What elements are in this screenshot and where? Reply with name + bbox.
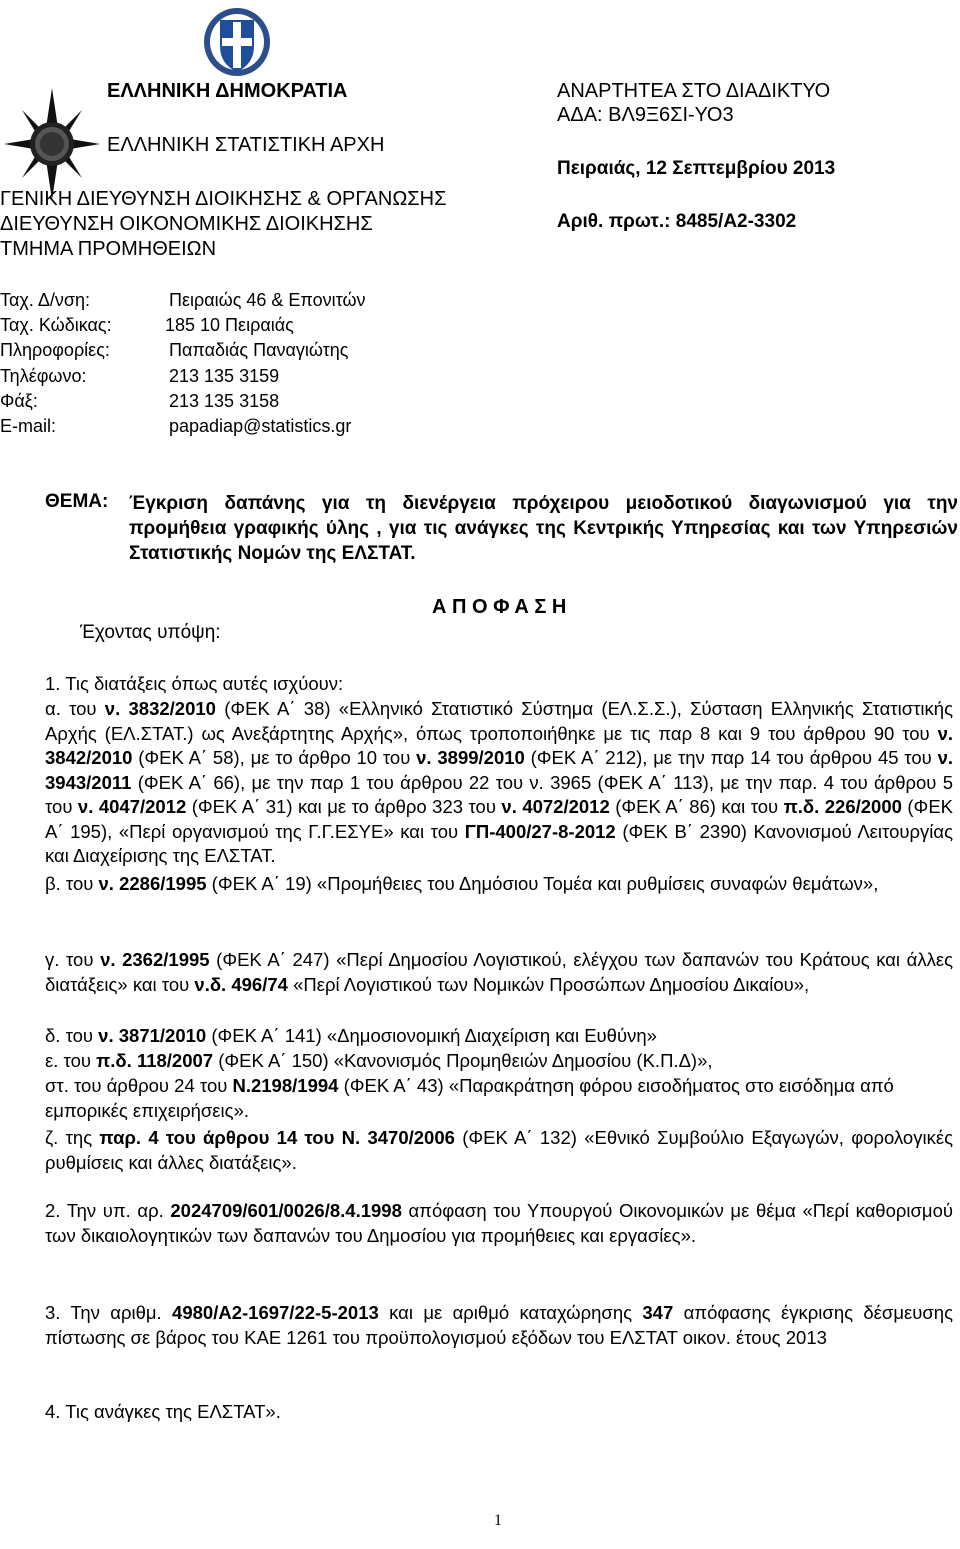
email-link[interactable]: papadiap@statistics.gr	[169, 416, 352, 436]
elstat-logo	[4, 88, 100, 200]
bold-run: Ν.2198/1994	[232, 1075, 339, 1096]
text-run: (ΦΕΚ Α΄ 19) «Προμήθειες του Δημόσιου Τομέα και ρυθμίσεις συναφών θεμάτων»,	[206, 873, 879, 894]
text-run: (ΦΕΚ Α΄ 43) «Παρακράτηση φόρου εισοδήματος στο εισόδημα από εμπορικές επιχειρήσεις».	[45, 1075, 894, 1121]
bold-run: 347	[642, 1302, 674, 1323]
text-run: (ΦΕΚ Α΄ 31) και με το άρθρο 323 του	[186, 796, 502, 817]
text-run: δ. του	[45, 1025, 99, 1046]
having-regard: Έχοντας υπόψη:	[80, 622, 221, 643]
directorate: ΔΙΕΥΘΥΝΣΗ ΟΙΚΟΝΟΜΙΚΗΣ ΔΙΟΙΚΗΣΗΣ	[0, 213, 373, 235]
text-run: β. του	[45, 873, 99, 894]
item-1d	[45, 1024, 953, 1049]
contact-label: Ταχ. Κώδικας:	[0, 315, 112, 335]
bold-run: 4047/2012	[98, 796, 187, 817]
text-run	[120, 698, 128, 719]
text-run: «Περί Λογιστικού των Νομικών Προσώπων Δημοσίου Δικαίου»,	[287, 973, 810, 995]
bold-run: ν.	[937, 747, 953, 768]
place-date: Πειραιάς, 12 Σεπτεμβρίου 2013	[557, 158, 836, 179]
bold-run: ν.	[416, 747, 432, 768]
bold-run: π.δ.	[96, 1050, 132, 1071]
bold-run: π.δ.	[783, 796, 820, 817]
decision-title: Α Π Ο Φ Α Σ Η	[432, 596, 567, 618]
text-run: 2. Την υπ. αρ.	[45, 1200, 171, 1221]
posted-online: ΑΝΑΡΤΗΤΕΑ ΣΤΟ ΔΙΑΔΙΚΤΥΟ	[557, 80, 831, 102]
item-1e	[45, 1049, 953, 1074]
bold-run: ΓΠ-400/27-8-2012	[464, 820, 616, 842]
bold-run: 4072/2012	[522, 796, 610, 817]
bold-run: ν.	[937, 722, 953, 744]
contact-label: Τηλέφωνο:	[0, 366, 87, 386]
item-4: 4. Τις ανάγκες της ΕΛΣΤΑΤ».	[45, 1401, 281, 1422]
text-run: απόφασης έγκρισης δέσμευσης πίστωσης σε βάρος του ΚΑΕ 1261 του προϋπολογισμού εξόδων του ΕΛΣΤΑΤ οικον. έτους 2013	[45, 1302, 953, 1348]
contact-value: Παπαδιάς Παναγιώτης	[169, 340, 349, 360]
directorate-general: ΓΕΝΙΚΗ ΔΙΕΥΘΥΝΣΗ ΔΙΟΙΚΗΣΗΣ & ΟΡΓΑΝΩΣΗΣ	[0, 188, 447, 210]
contact-label: Πληροφορίες:	[0, 340, 110, 360]
text-run: (ΦΕΚ Α΄ 150) «Κανονισμός Προμηθειών Δημοσίου (Κ.Π.Δ)»,	[213, 1050, 713, 1071]
item-1a	[45, 697, 953, 869]
contact-value: 213 135 3158	[169, 391, 280, 411]
bold-run: ν.	[501, 796, 517, 817]
bold-run: ν.	[100, 949, 116, 970]
bold-run: 2362/1995	[122, 949, 210, 970]
text-run: και με αριθμό καταχώρησης	[378, 1302, 643, 1323]
text-run: (ΦΕΚ Α΄ 86) και του	[609, 796, 784, 817]
bold-run: παρ. 4 του άρθρου 14 του Ν. 3470/2006	[99, 1127, 455, 1148]
bold-run: 496/74	[231, 973, 288, 995]
bold-run: 3832/2010	[128, 698, 216, 719]
national-emblem	[202, 6, 272, 78]
subject-label: ΘΕΜΑ:	[45, 491, 109, 512]
item-3	[45, 1301, 953, 1350]
contact-value: 185 10 Πειραιάς	[165, 315, 294, 335]
bold-run: ν.	[104, 698, 121, 719]
bold-run: ν.	[98, 873, 114, 894]
text-run: (ΦΕΚ Α΄ 58), με το άρθρο 10 του	[132, 747, 417, 768]
contact-label: Φάξ:	[0, 391, 38, 411]
text-run: ζ. της	[45, 1127, 100, 1148]
contact-label: Ταχ. Δ/νση:	[0, 290, 91, 310]
text-run: (ΦΕΚ Α΄ 212), με την παρ 14 του άρθρου 45 του	[524, 747, 938, 768]
bold-run: 3842/2010	[45, 747, 133, 768]
text-run: (ΦΕΚ Α΄ 195), «Περί οργανισμού της Γ.Γ.ΕΣΥΕ» και του	[45, 796, 953, 842]
bold-run: 2286/1995	[119, 873, 207, 894]
bold-run: 3871/2010	[118, 1025, 207, 1046]
text-run: (ΦΕΚ Α΄ 247) «Περί Δημοσίου Λογιστικού, ελέγχου των δαπανών του Κράτους και άλλες διατάξεις» και του	[45, 949, 954, 995]
bold-run: ν.δ.	[194, 973, 227, 995]
bold-run: 118/2007	[136, 1050, 214, 1071]
contact-value: 213 135 3159	[169, 366, 280, 386]
text-run: 3. Την αριθμ.	[45, 1302, 173, 1323]
item-1st	[45, 1074, 953, 1123]
contact-value: Πειραιώς 46 & Επονιτών	[169, 290, 366, 310]
bold-run: 3899/2010	[437, 747, 525, 768]
ada-code: ΑΔΑ: ΒΛ9Ξ6ΣΙ-ΥΟ3	[557, 104, 734, 126]
text-run: (ΦΕΚ Α΄ 141) «Δημοσιονομική Διαχείριση και Ευθύνη»	[206, 1025, 657, 1046]
text-run: στ. του άρθρου 24 του	[45, 1075, 233, 1096]
text-run: απόφαση του Υπουργού Οικονομικών με θέμα «Περί καθορισμού των δικαιολογητικών των δαπανών του Δημοσίου για προμήθειες και εργασίες».	[45, 1200, 953, 1246]
republic-title: ΕΛΛΗΝΙΚΗ ΔΗΜΟΚΡΑΤΙΑ	[107, 80, 348, 102]
page-number: 1	[494, 1512, 502, 1529]
department: ΤΜΗΜΑ ΠΡΟΜΗΘΕΙΩΝ	[0, 238, 217, 260]
item-1c	[45, 948, 953, 997]
item-1-title: 1. Τις διατάξεις όπως αυτές ισχύουν:	[45, 673, 344, 694]
text-run: ε. του	[45, 1050, 97, 1071]
bold-run: ν.	[77, 796, 94, 817]
item-1z	[45, 1126, 953, 1175]
text-run: (ΦΕΚ Β΄ 2390) Κανονισμού Λειτουργίας και Διαχείρισης της ΕΛΣΤΑΤ.	[45, 820, 953, 866]
bold-run: 226/2000	[824, 796, 902, 817]
text-run: (ΦΕΚ Α΄ 132) «Εθνικό Συμβούλιο Εξαγωγών, φορολογικές ρυθμίσεις και άλλες διατάξεις».	[45, 1127, 953, 1173]
protocol-number: Αριθ. πρωτ.: 8485/Α2-3302	[557, 211, 797, 232]
bold-run: 4980/Α2-1697/22-5-2013	[172, 1302, 379, 1323]
bold-run: ν.	[98, 1025, 114, 1046]
text-run: (ΦΕΚ Α΄ 38) «Ελληνικό Στατιστικό Σύστημα (ΕΛ.Σ.Σ.), Σύσταση Ελληνικής Στατιστικής Αρχής (ΕΛ.ΣΤΑΤ.) ως Ανεξάρτητης Αρχής», όπως τροποποιήθηκε με τις παρ 8 και 9 του άρθρου 90 του	[45, 698, 953, 744]
bold-run: 2024709/601/0026/8.4.1998	[170, 1200, 402, 1221]
authority-title: ΕΛΛΗΝΙΚΗ ΣΤΑΤΙΣΤΙΚΗ ΑΡΧΗ	[107, 134, 385, 156]
text-run: γ. του	[45, 949, 101, 970]
subject-text: Έγκριση δαπάνης για τη διενέργεια πρόχειρου μειοδοτικού διαγωνισμού για την προμήθεια γραφικής ύλης , για τις ανάγκες της Κεντρικής Υπηρεσίας και των Υπηρεσιών Στατιστικής Νομών της ΕΛΣΤΑΤ.	[129, 493, 958, 564]
text-run: α. του	[45, 698, 105, 719]
item-2	[45, 1199, 953, 1248]
text-run: (ΦΕΚ Α΄ 66), με την παρ 1 του άρθρου 22 του ν. 3965 (ΦΕΚ Α΄ 113), με την παρ. 4 του άρθρου 5 του	[45, 771, 953, 817]
bold-run: 3943/2011	[45, 771, 132, 793]
contact-label: E-mail:	[0, 416, 57, 436]
item-1b	[45, 872, 953, 897]
